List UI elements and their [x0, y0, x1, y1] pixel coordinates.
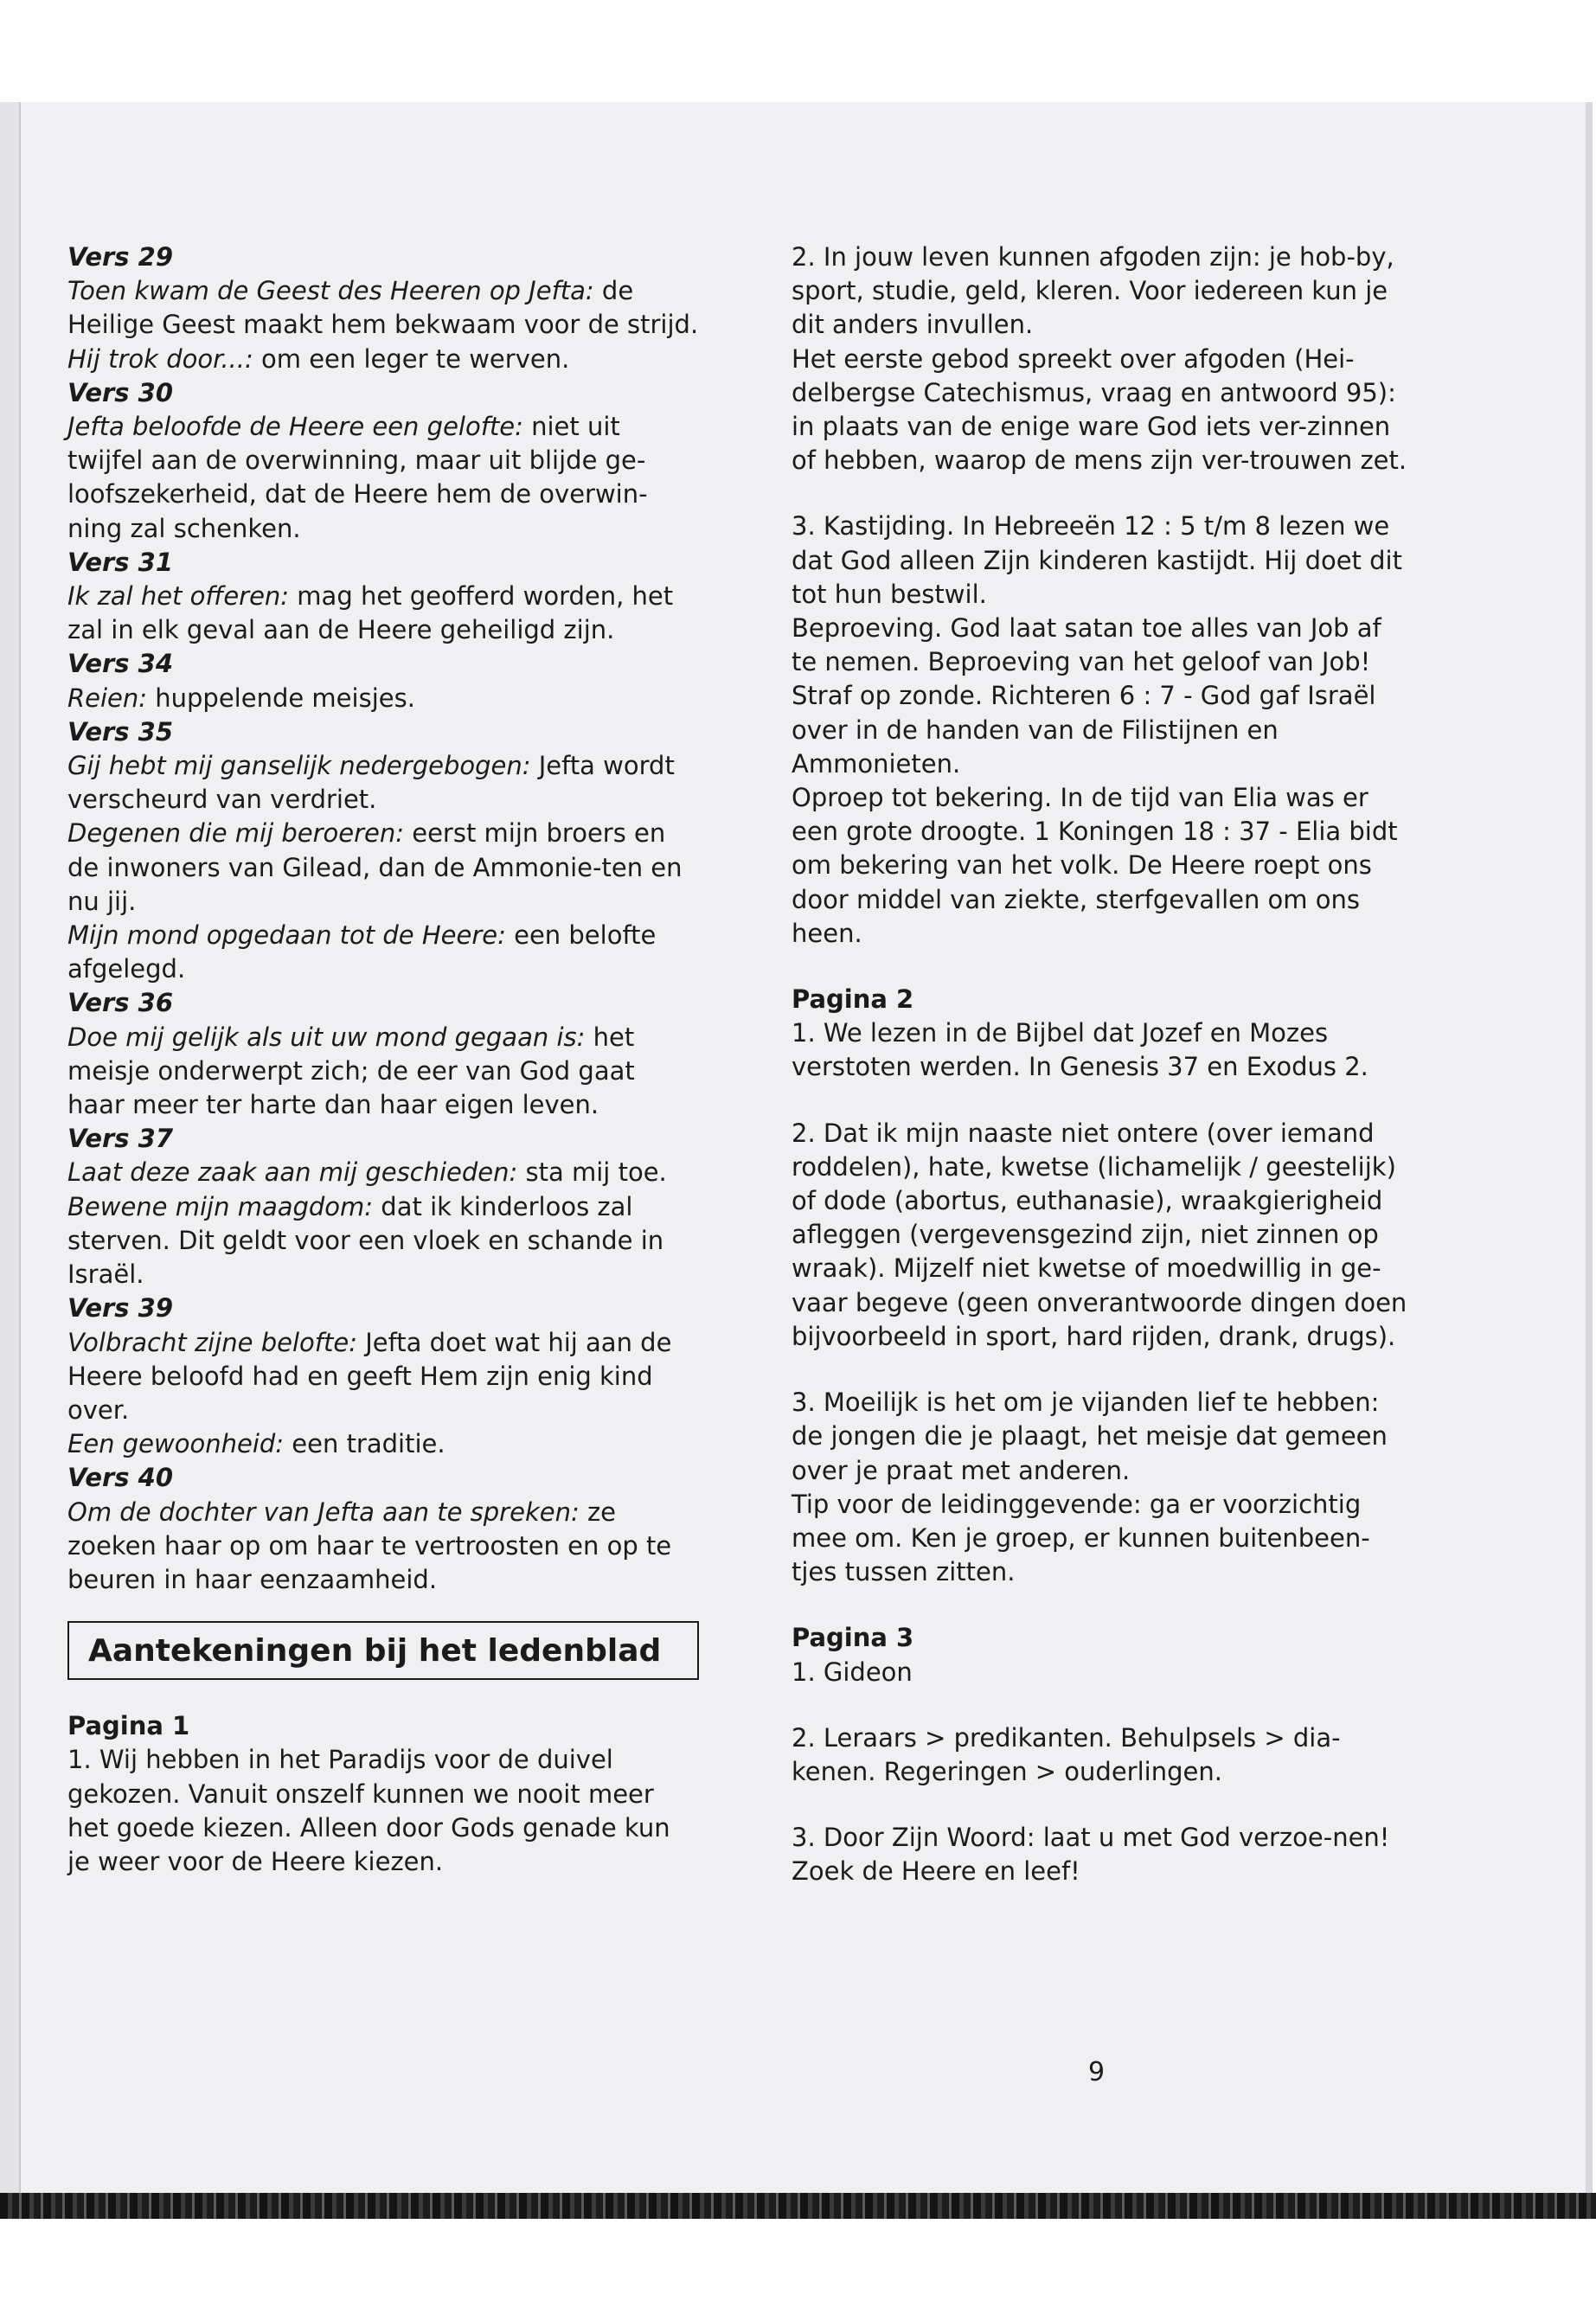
paragraph: 1. We lezen in de Bijbel dat Jozef en Mozes verstoten werden. In Genesis 37 en Exodus 2. — [792, 1018, 1368, 1082]
page-number: 9 — [1088, 2057, 1106, 2087]
verse-note: Degenen die mij beroeren: eerst mijn broers en de inwoners van Gilead, dan de Ammonie-ten en nu jij. — [67, 818, 683, 916]
page-right-edge — [1586, 102, 1593, 2195]
left-column — [67, 240, 699, 1879]
verse-note: Reien: huppelende meisjes. — [67, 683, 415, 713]
verse-note: Laat deze zaak aan mij geschieden: sta mij toe. — [67, 1157, 667, 1188]
verse-heading: Vers 35 — [67, 716, 174, 747]
verse-note: Mijn mond opgedaan tot de Heere: een belofte afgelegd. — [67, 920, 657, 984]
verse-note: Ik zal het offeren: mag het geofferd worden, het zal in elk geval aan de Heere geheiligd zijn. — [67, 581, 674, 645]
section-label: Pagina 2 — [792, 984, 914, 1015]
verse-note: Om de dochter van Jefta aan te spreken: ze zoeken haar op om haar te vertroosten en op te beuren in haar eenzaamheid. — [67, 1497, 672, 1594]
paragraph: 3. Door Zijn Woord: laat u met God verzoe-nen! Zoek de Heere en leef! — [792, 1823, 1390, 1887]
verse-heading: Vers 40 — [67, 1463, 174, 1493]
verse-note: Een gewoonheid: een traditie. — [67, 1429, 445, 1459]
paragraph: Het eerste gebod spreekt over afgoden (Hei-delbergse Catechismus, vraag en antwoord 95): in plaats van de enige ware God iets ver-zinnen of hebben, waarop de mens zijn ver-trouwen zet. — [792, 343, 1407, 476]
verse-heading: Vers 34 — [67, 649, 174, 679]
paragraph: 3. Kastijding. In Hebreeën 12 : 5 t/m 8 lezen we dat God alleen Zijn kinderen kastijdt. Hij doet dit tot hun bestwil. — [792, 511, 1402, 609]
paragraph: 1. Wij hebben in het Paradijs voor de duivel gekozen. Vanuit onszelf kunnen we nooit meer het goede kiezen. Alleen door Gods genade kun je weer voor de Heere kiezen. — [67, 1745, 670, 1876]
verse-note: Doe mij gelijk als uit uw mond gegaan is: het meisje onderwerpt zich; de eer van God gaat haar meer ter harte dan haar eigen leven. — [67, 1022, 635, 1120]
verse-heading: Vers 37 — [67, 1124, 174, 1154]
verse-note: Bewene mijn maagdom: dat ik kinderloos zal sterven. Dit geldt voor een vloek en schande in Israël. — [67, 1191, 664, 1290]
paragraph: Oproep tot bekering. In de tijd van Elia was er een grote droogte. 1 Koningen 18 : 37 - Elia bidt om bekering van het volk. De Heere roept ons door middel van ziekte, sterfgevallen om ons heen. — [792, 783, 1398, 948]
verse-note: Jefta beloofde de Heere een gelofte: niet uit twijfel aan de overwinning, maar uit blijde ge-loofszekerheid, dat de Heere hem de overwin-ning zal schenken. — [67, 412, 648, 543]
paragraph: 2. Leraars > predikanten. Behulpsels > dia-kenen. Regeringen > ouderlingen. — [792, 1722, 1341, 1786]
verse-heading: Vers 31 — [67, 547, 174, 577]
verse-heading: Vers 30 — [67, 377, 174, 407]
binding-edge — [0, 102, 21, 2213]
verse-note: Volbracht zijne belofte: Jefta doet wat hij aan de Heere beloofd had en geeft Hem zijn enig kind over. — [67, 1327, 672, 1425]
verse-note: Gij hebt mij ganselijk nedergebogen: Jefta wordt verscheurd van verdriet. — [67, 751, 675, 815]
right-column — [792, 240, 1414, 1889]
verse-heading: Vers 36 — [67, 988, 174, 1018]
verse-heading: Vers 39 — [67, 1293, 174, 1324]
verse-note: Toen kwam de Geest des Heeren op Jefta: de Heilige Geest maakt hem bekwaam voor de strijd. — [67, 276, 699, 340]
paragraph: 2. In jouw leven kunnen afgoden zijn: je hob-by, sport, studie, geld, kleren. Voor iedereen kun je dit anders invullen. — [792, 242, 1394, 340]
paragraph: Straf op zonde. Richteren 6 : 7 - God gaf Israël over in de handen van de Filistijnen en Ammonieten. — [792, 681, 1376, 779]
paragraph: Tip voor de leidinggevende: ga er voorzichtig mee om. Ken je groep, er kunnen buitenbeen-tjes tussen zitten. — [792, 1489, 1370, 1587]
verse-note: Hij trok door...: om een leger te werven. — [67, 343, 570, 374]
section-label: Pagina 3 — [792, 1623, 914, 1653]
paragraph: 2. Dat ik mijn naaste niet ontere (over iemand roddelen), hate, kwetse (lichamelijk / geestelijk) of dode (abortus, euthanasie), wraakgierigheid afleggen (vergevensgezind zijn, niet zinnen op wraak). Mijzelf niet kwetse of moedwillig in ge-vaar begeve (geen onverantwoorde dingen doen bijvoorbeeld in sport, hard rijden, drank, drugs). — [792, 1118, 1407, 1351]
paragraph: Beproeving. God laat satan toe alles van Job af te nemen. Beproeving van het geloof van Job! — [792, 613, 1381, 677]
section-label: Pagina 1 — [67, 1711, 190, 1741]
paragraph: 1. Gideon — [792, 1657, 913, 1687]
verse-heading: Vers 29 — [67, 242, 174, 272]
paragraph: 3. Moeilijk is het om je vijanden lief te hebben: de jongen die je plaagt, het meisje dat gemeen over je praat met anderen. — [792, 1388, 1388, 1485]
section-heading-box: Aantekeningen bij het ledenblad — [67, 1621, 699, 1680]
book-spine-strip — [0, 2193, 1596, 2219]
